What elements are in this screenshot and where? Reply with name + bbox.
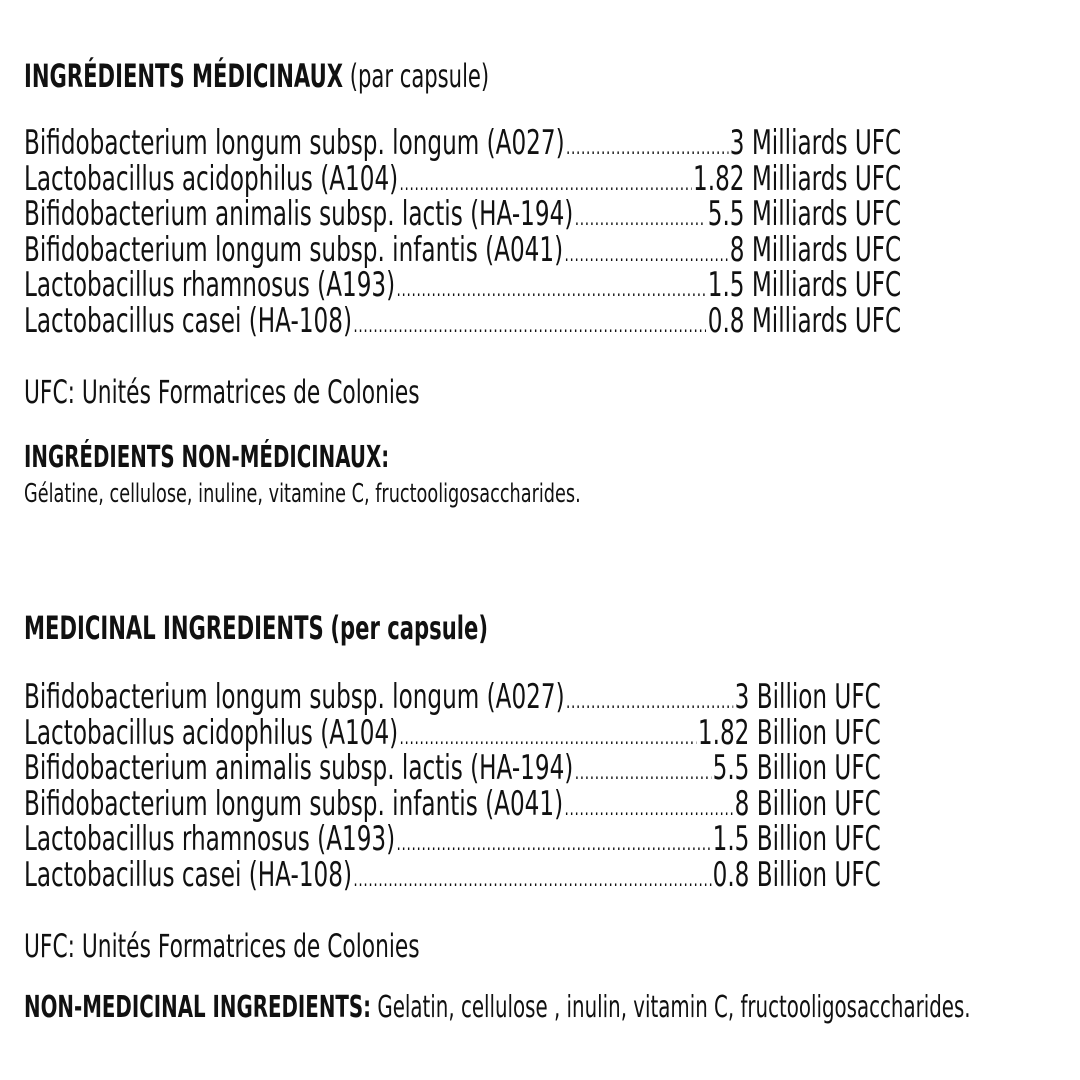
fr-ingredient-row <box>24 123 902 163</box>
en-ingredient-amount: 5.5 Billion UFC <box>712 748 881 788</box>
dot-leader <box>575 201 707 237</box>
fr-ingredient-row <box>24 300 902 341</box>
en-ufc-note: UFC: Unités Formatrices de Colonies <box>24 927 420 965</box>
en-ingredient-row <box>24 854 881 895</box>
en-ingredient-amount: 1.5 Billion UFC <box>712 819 881 859</box>
dot-leader <box>564 791 733 827</box>
en-ingredient-amount: 0.8 Billion UFC <box>712 854 881 895</box>
en-ingredient-amount: 3 Billion UFC <box>734 677 881 717</box>
en-ingredient-name: Bifidobacterium longum subsp. infantis (A041) <box>24 783 564 824</box>
fr-ingredient-name: Lactobacillus rhamnosus (A193) <box>24 265 396 305</box>
dot-leader <box>353 308 706 344</box>
en-medicinal-heading-title: MEDICINAL INGREDIENTS <box>24 609 324 647</box>
fr-ingredient-amount: 0.8 Milliards UFC <box>707 300 902 341</box>
fr-ufc-note: UFC: Unités Formatrices de Colonies <box>24 373 420 411</box>
en-ingredient-row <box>24 748 881 788</box>
fr-ingredient-name: Lactobacillus casei (HA-108) <box>24 300 352 341</box>
en-ingredient-row <box>24 783 881 824</box>
en-ingredient-row <box>24 712 881 753</box>
fr-non-medicinal-heading-title: INGRÉDIENTS NON-MÉDICINAUX: <box>24 440 390 475</box>
fr-ingredient-name: Bifidobacterium longum subsp. longum (A027) <box>24 123 565 163</box>
fr-ingredient-name: Bifidobacterium animalis subsp. lactis (HA-194) <box>24 194 574 234</box>
en-non-medicinal-line <box>24 988 971 1028</box>
fr-medicinal-heading-title: INGRÉDIENTS MÉDICINAUX <box>24 57 344 95</box>
en-ingredient-row <box>24 819 881 859</box>
en-ingredient-amount: 8 Billion UFC <box>734 783 881 824</box>
fr-ingredient-row <box>24 158 902 199</box>
fr-ingredient-amount: 5.5 Milliards UFC <box>707 194 902 234</box>
dot-leader <box>564 237 728 273</box>
fr-ingredient-row <box>24 229 902 270</box>
en-ingredient-name: Bifidobacterium animalis subsp. lactis (HA-194) <box>24 748 574 788</box>
en-non-medicinal-list: Gelatin, cellulose , inulin, vitamin C, fructooligosaccharides. <box>377 990 971 1025</box>
fr-ingredient-amount: 8 Milliards UFC <box>729 229 902 270</box>
fr-ingredient-list <box>24 123 902 341</box>
en-non-medicinal-heading: NON-MEDICINAL INGREDIENTS: <box>24 990 372 1025</box>
fr-ingredient-amount: 3 Milliards UFC <box>729 123 902 163</box>
fr-ingredient-row <box>24 265 902 305</box>
fr-medicinal-heading-suffix: (par capsule) <box>349 57 490 95</box>
dot-leader <box>397 826 712 862</box>
en-ingredient-list <box>24 677 881 895</box>
dot-leader <box>353 862 711 898</box>
fr-ingredient-name: Bifidobacterium longum subsp. infantis (A041) <box>24 229 564 270</box>
fr-non-medicinal-heading <box>24 438 389 478</box>
fr-ingredient-amount: 1.82 Milliards UFC <box>693 158 902 199</box>
en-ingredient-name: Lactobacillus casei (HA-108) <box>24 854 352 895</box>
dot-leader <box>397 272 707 308</box>
en-ingredient-name: Lactobacillus acidophilus (A104) <box>24 712 399 753</box>
en-ingredient-name: Lactobacillus rhamnosus (A193) <box>24 819 396 859</box>
en-ingredient-row <box>24 677 881 717</box>
en-medicinal-heading-suffix: (per capsule) <box>330 609 488 647</box>
en-medicinal-heading <box>24 608 488 648</box>
dot-leader <box>575 755 712 791</box>
fr-ingredient-name: Lactobacillus acidophilus (A104) <box>24 158 399 199</box>
fr-non-medicinal-list: Gélatine, cellulose, inuline, vitamine C, fructooligosaccharides. <box>24 479 581 509</box>
en-ingredient-amount: 1.82 Billion UFC <box>697 712 881 753</box>
fr-ingredient-amount: 1.5 Milliards UFC <box>707 265 902 305</box>
en-ingredient-name: Bifidobacterium longum subsp. longum (A027) <box>24 677 565 717</box>
ingredient-label <box>24 0 1064 1080</box>
fr-ingredient-row <box>24 194 902 234</box>
fr-medicinal-heading <box>24 56 489 96</box>
